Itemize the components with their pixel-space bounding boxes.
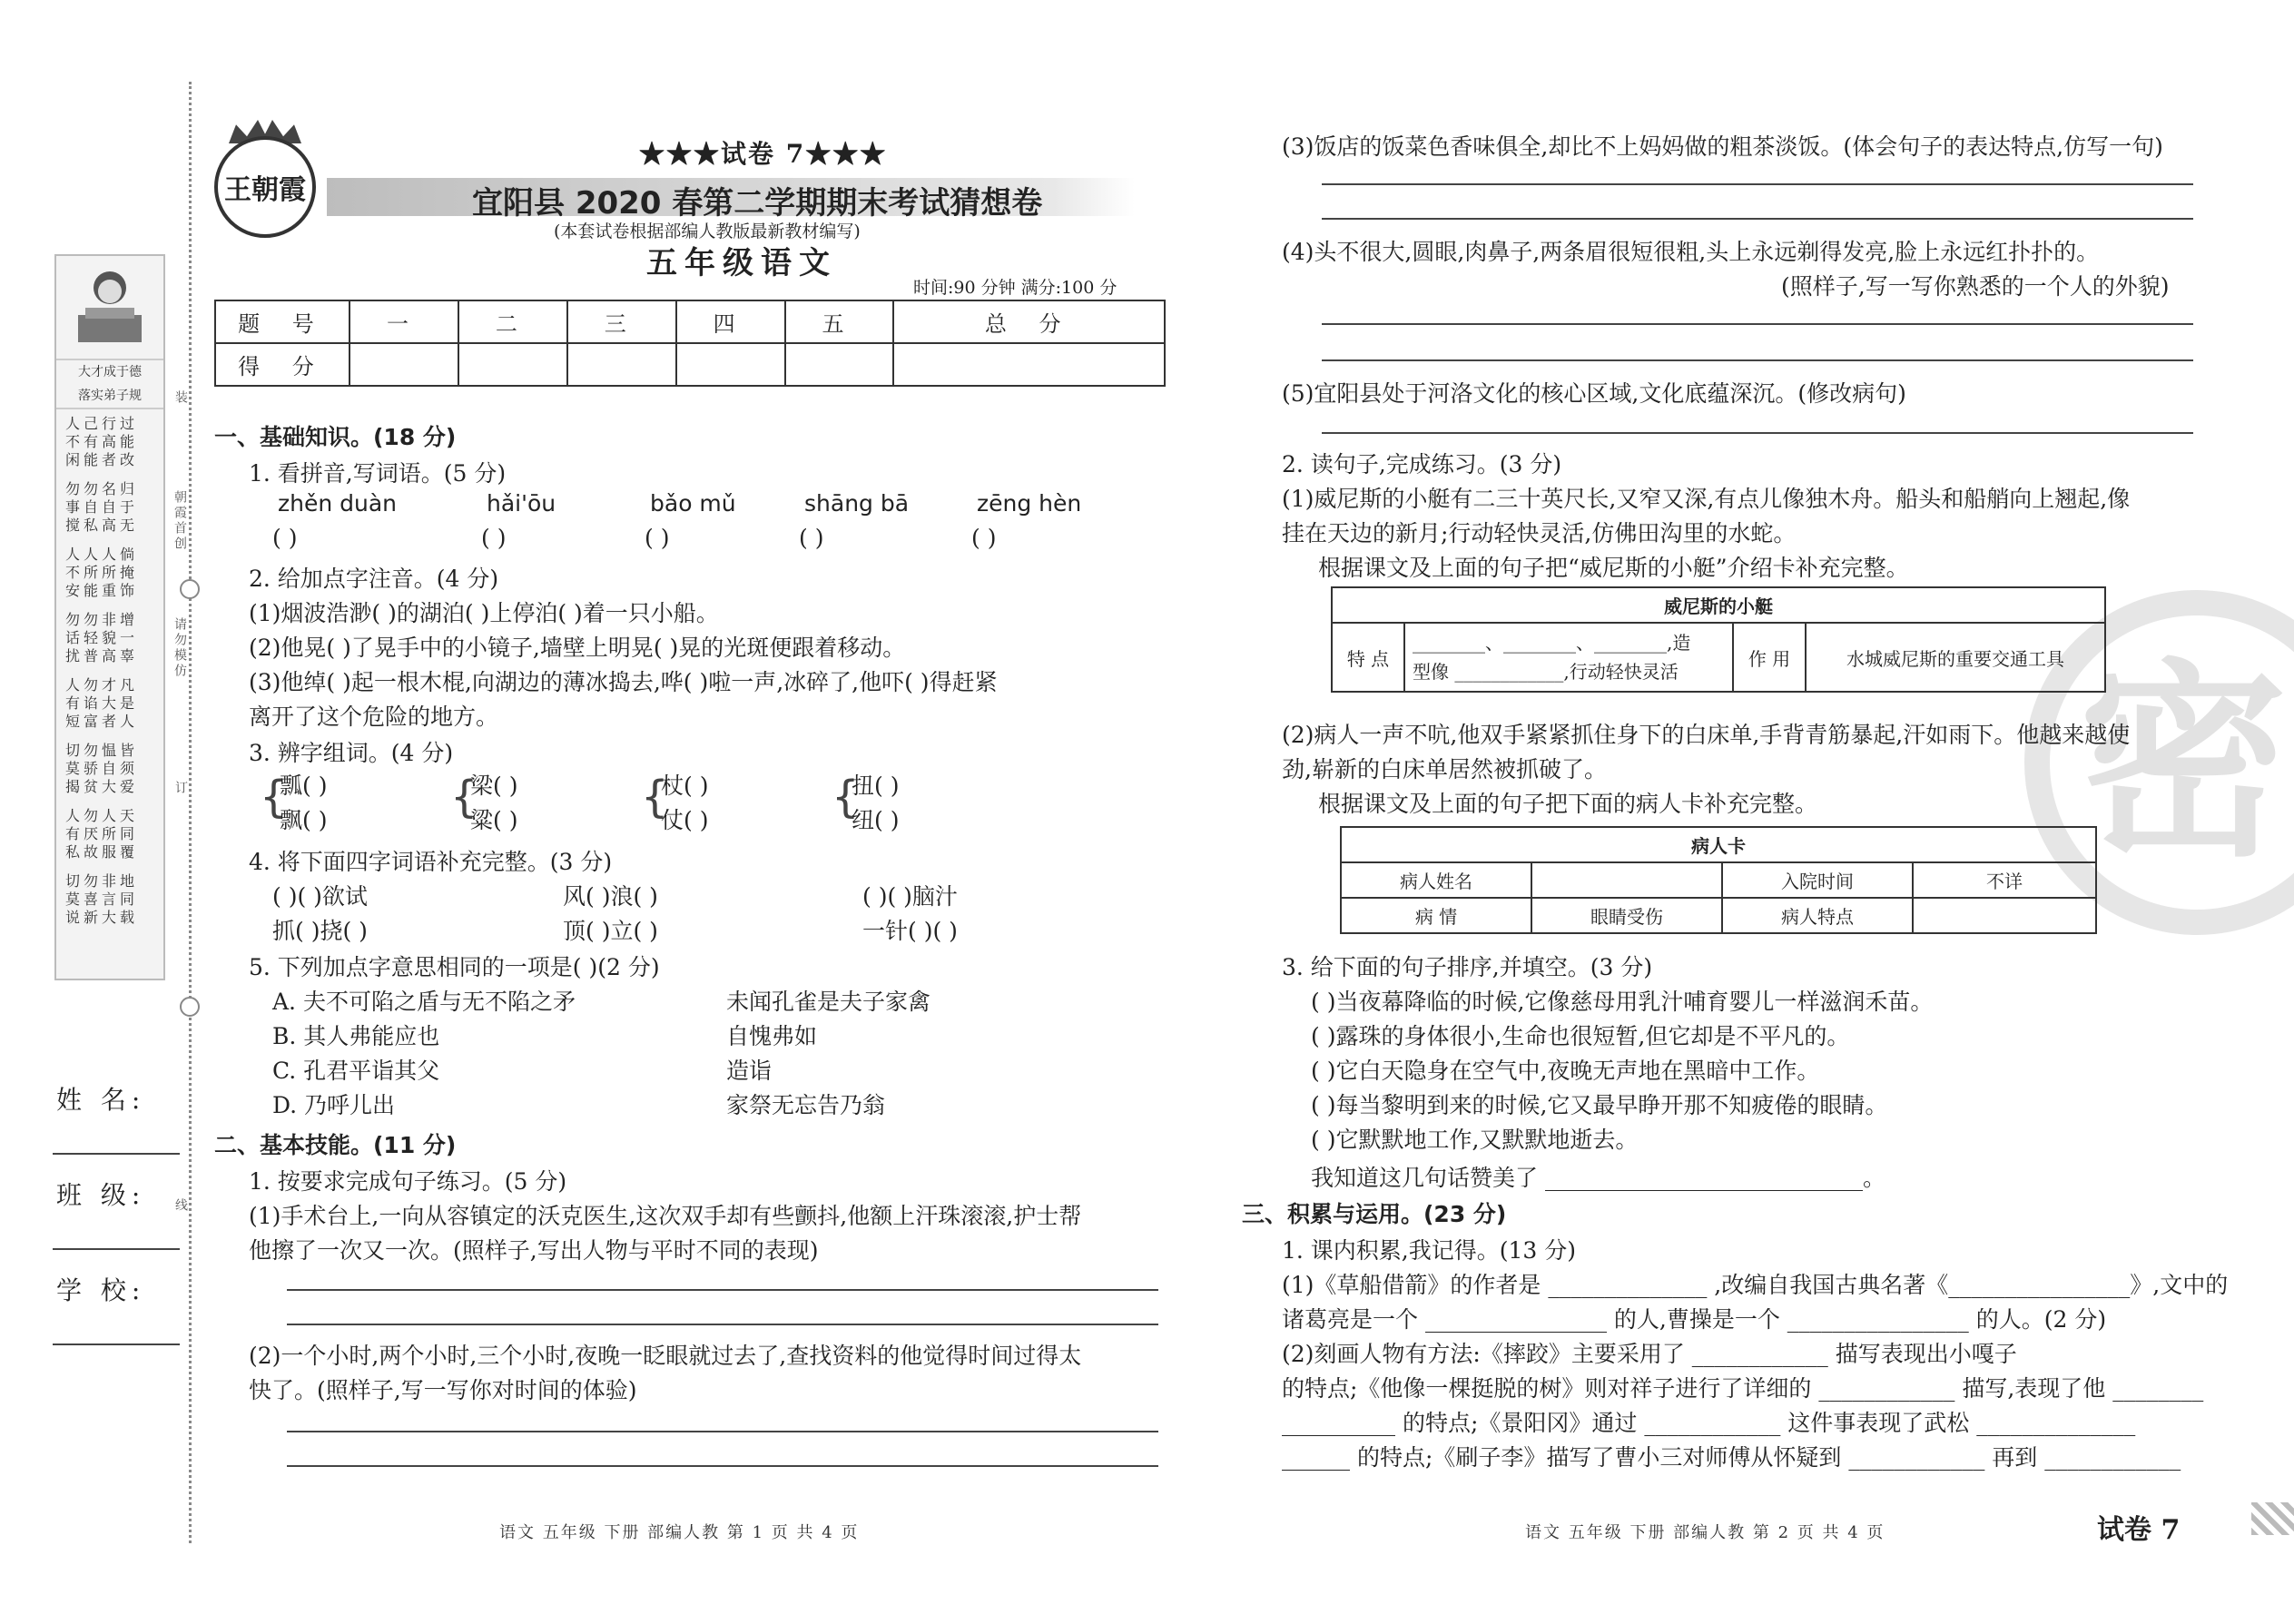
card-cell: 病 情 [1341,898,1531,933]
name-label: 姓 名: [56,1085,146,1115]
char-pair-item[interactable]: 瓢( ) [280,773,328,799]
answer-paren[interactable]: ( ) [971,525,997,551]
score-row-label: 得 分 [215,343,350,386]
option-compare: 未闻孔雀是夫子家禽 [726,989,931,1015]
answer-line[interactable] [287,1465,1158,1467]
question-2-1-4a: (4)头不很大,圆眼,肉鼻子,两条眉很短很粗,头上永远剃得发亮,脸上永远红扑扑的。 [1282,239,2100,265]
option-compare: 造诣 [726,1058,773,1084]
option-sentence: A. 夫不可陷之盾与无不陷之矛 [272,989,576,1015]
order-sentence[interactable]: ( )当夜幕降临的时候,它像慈母用乳汁哺育婴儿一样滋润禾苗。 [1311,989,1934,1015]
score-cell[interactable] [676,343,785,386]
fill-line-3: (2)刻画人物有方法:《摔跤》主要采用了 ____________ 描写表现出小嘎子 [1282,1341,2017,1367]
order-sentence[interactable]: ( )它白天隐身在空气中,夜晚无声地在黑暗中工作。 [1311,1058,1820,1084]
char-pair-item[interactable]: 梁( ) [470,773,518,799]
card-blank[interactable] [1531,862,1722,898]
char-pair-item[interactable]: 杖( ) [661,773,709,799]
side-maxim: 人人人倘 不所所掩 安能重饰 [65,546,139,600]
char-pair-item[interactable]: 纽( ) [852,807,900,833]
card-cell: 病人特点 [1722,898,1913,933]
side-maxim: 人勿才凡 有谄大是 短富者人 [65,676,139,731]
idiom-blank[interactable]: 抓( )挠( ) [272,918,368,944]
answer-paren-row [272,525,1089,557]
page-footer-left: 语文 五年级 下册 部编人教 第 1 页 共 4 页 [499,1523,860,1542]
question-1-2-2: (2)他晃( )了晃手中的小镜子,墙壁上明晃( )晃的光斑便跟着移动。 [249,635,906,661]
copy-warning-note: 请勿模仿 [172,617,187,679]
char-pair-item[interactable]: 仗( ) [661,807,709,833]
char-pair-item[interactable]: 扭( ) [852,773,900,799]
score-header-cell: 五 [785,300,894,343]
question-2-1-2b: 快了。(照样子,写一写你对时间的体验) [249,1377,637,1403]
pinyin-text: bǎo mǔ [650,490,736,517]
exam-subtitle: (本套试卷根据部编人教版最新教材编写) [554,221,861,241]
pinyin-text: hǎi'ōu [487,490,556,517]
side-maxim: 切勿非地 莫喜言同 说新大载 [65,872,139,927]
question-2-2-1c: 根据课文及上面的句子把“威尼斯的小艇”介绍卡补充完整。 [1318,555,1909,581]
card-label: 特 点 [1332,623,1404,692]
idiom-blank[interactable]: 风( )浪( ) [563,883,658,910]
idiom-blank[interactable]: ( )( )脑汁 [862,883,958,910]
answer-line[interactable] [287,1289,1158,1291]
patient-card [1340,826,2097,934]
order-sentence[interactable]: ( )露珠的身体很小,生命也很短暂,但它却是不平凡的。 [1311,1023,1850,1049]
question-2-2-2c: 根据课文及上面的句子把下面的病人卡补充完整。 [1318,791,1818,817]
option-compare: 家祭无忘告乃翁 [726,1092,886,1118]
subject-title: 五年级语文 [646,245,837,281]
score-header-cell: 总 分 [893,300,1165,343]
school-label: 学 校: [56,1275,146,1305]
question-2-1-5: (5)宜阳县处于河洛文化的核心区域,文化底蕴深沉。(修改病句) [1282,380,1906,407]
section-3-heading: 三、积累与运用。(23 分) [1242,1201,1507,1227]
brace-icon: { [832,772,860,822]
answer-paren[interactable]: ( ) [645,525,670,551]
question-1-4: 4. 将下面四字词语补充完整。(3 分) [249,849,613,875]
question-2-1-4b: (照样子,写一写你熟悉的一个人的外貌) [1781,273,2170,300]
answer-line[interactable] [1322,183,2193,185]
time-score-info: 时间:90 分钟 满分:100 分 [913,278,1117,298]
answer-paren[interactable]: ( ) [481,525,507,551]
side-banner [54,254,165,980]
idiom-blank[interactable]: ( )( )欲试 [272,883,368,910]
question-2-3: 3. 给下面的句子排序,并填空。(3 分) [1282,954,1653,980]
score-cell[interactable] [458,343,567,386]
score-cell[interactable] [785,343,894,386]
score-cell[interactable] [893,343,1165,386]
answer-line[interactable] [1322,359,2193,361]
question-1-2: 2. 给加点字注音。(4 分) [249,566,499,592]
watermark-glyph: 密 [2079,640,2289,885]
answer-paren[interactable]: ( ) [272,525,298,551]
brace-icon: { [450,772,478,822]
order-sentence[interactable]: ( )每当黎明到来的时候,它又最早睁开那不知疲倦的眼睛。 [1311,1092,1888,1118]
question-2-3-end: 我知道这几句话赞美了 ____________________________。 [1311,1165,1885,1191]
question-1-2-3: (3)他绰( )起一根木棍,向湖边的薄冰捣去,哗( )啦一声,冰碎了,他吓( )得赶紧 [249,669,998,695]
question-2-2-2a: (2)病人一声不吭,他双手紧紧抓住身下的白床单,手背青筋暴起,汗如雨下。他越来越使 [1282,722,2131,748]
char-pair-item[interactable]: 粱( ) [470,807,518,833]
idiom-row-1 [272,879,1089,911]
side-maxims [56,409,163,932]
question-1-3: 3. 辨字组词。(4 分) [249,740,454,766]
card-cell: 入院时间 [1722,862,1913,898]
page-tag: 试卷 7 [2097,1514,2181,1546]
question-1-2-1: (1)烟波浩渺( )的湖泊( )上停泊( )着一只小船。 [249,600,719,626]
brace-icon: { [641,772,669,822]
char-pair-item[interactable]: 飘( ) [280,807,328,833]
card-feature-blanks[interactable]: ________、________、________,造 型像 ____________,行动轻快灵活 [1404,623,1733,692]
card-title: 病人卡 [1341,827,2096,862]
card-cell: 病人姓名 [1341,862,1531,898]
question-2-2-2b: 劲,崭新的白床单居然被抓破了。 [1282,756,1607,782]
answer-line[interactable] [287,1324,1158,1325]
side-maxim: 人勿人天 有厌所同 私故服覆 [65,807,139,861]
score-header-cell: 四 [676,300,785,343]
punch-hole-icon [180,997,200,1017]
corner-pattern [2251,1502,2294,1535]
pinyin-text: zēng hèn [977,490,1082,517]
brand-logo: 王朝霞 [214,136,316,238]
option-sentence: D. 乃呼儿出 [272,1092,396,1118]
brace-icon: { [260,772,288,822]
name-field[interactable] [53,1153,180,1155]
question-2-1-1b: 他擦了一次又一次。(照样子,写出人物与平时不同的表现) [249,1237,819,1264]
question-2-2-1a: (1)威尼斯的小艇有二三十英尺长,又窄又深,有点儿像独木舟。船头和船艄向上翘起,像 [1282,486,2131,512]
side-maxim: 勿勿非增 话轻貌一 扰普高辜 [65,611,139,665]
answer-line[interactable] [1322,218,2193,220]
question-1-1: 1. 看拼音,写词语。(5 分) [249,460,507,487]
idiom-blank[interactable]: 一针( )( ) [862,918,958,944]
answer-line[interactable] [1322,432,2193,434]
answer-paren[interactable]: ( ) [799,525,824,551]
order-sentence[interactable]: ( )它默默地工作,又默默地逝去。 [1311,1127,1639,1153]
card-cell: 不详 [1913,862,2096,898]
question-2-2-1b: 挂在天边的新月;行动轻快灵活,仿佛田沟里的水蛇。 [1282,520,1797,546]
score-cell[interactable] [350,343,458,386]
score-header-cell: 二 [458,300,567,343]
card-label: 作 用 [1733,623,1806,692]
paper-tag: ★★★试卷 7★★★ [639,139,888,169]
sentence-order-list [1311,984,2219,1166]
side-maxim: 勿勿名归 事自自于 搅私高无 [65,480,139,535]
fill-line-4: 的特点;《他像一棵挺脱的树》则对祥子进行了详细的 ____________ 描写,表现了他 ________ [1282,1375,2204,1402]
fill-line-5: __________ 的特点;《景阳冈》通过 ____________ 这件事表现了武松 ______________ [1282,1410,2136,1436]
punch-hole-icon [180,579,200,599]
binding-mark-3: 线 [173,1198,188,1214]
fill-line-6: ______ 的特点;《刷子李》描写了曹小三对师傅从怀疑到 ____________ 再到 ____________ [1282,1444,2181,1471]
side-motto-2: 落实弟子规 [56,384,163,409]
question-2-1-3: (3)饭店的饭菜色香味俱全,却比不上妈妈做的粗茶淡饭。(体会句子的表达特点,仿写一句) [1282,133,2163,160]
question-2-1: 1. 按要求完成句子练习。(5 分) [249,1168,567,1195]
card-blank[interactable] [1913,898,2096,933]
page-footer-right: 语文 五年级 下册 部编人教 第 2 页 共 4 页 [1525,1523,1885,1542]
question-2-2: 2. 读句子,完成练习。(3 分) [1282,451,1562,477]
question-2-1-1a: (1)手术台上,一向从容镇定的沃克医生,这次双手却有些颤抖,他额上汗珠滚滚,护士帮 [249,1203,1082,1229]
score-header-cell: 三 [567,300,676,343]
question-1-5: 5. 下列加点字意思相同的一项是( )(2 分) [249,954,660,980]
score-header-label: 题 号 [215,300,350,343]
score-header-cell: 一 [350,300,458,343]
idiom-row-2 [272,913,1089,946]
class-label: 班 级: [56,1180,146,1210]
q5-options [272,984,1089,1129]
binding-cut-line [189,82,192,1543]
fill-line-1: (1)《草船借箭》的作者是 ______________ ,改编自我国古典名著《________________》,文中的 [1282,1272,2229,1298]
idiom-blank[interactable]: 顶( )立( ) [563,918,658,944]
venice-boat-card [1331,586,2106,693]
question-2-1-2a: (2)一个小时,两个小时,三个小时,夜晚一眨眼就过去了,查找资料的他觉得时间过得太 [249,1343,1082,1369]
section-1-heading: 一、基础知识。(18 分) [214,424,457,450]
side-maxim: 切勿愠皆 莫骄自须 揭贫大爱 [65,742,139,796]
exam-title: 宜阳县 2020 春第二学期期末考试猜想卷 [472,185,1043,221]
binding-mark-1: 装 [173,390,188,406]
card-title: 威尼斯的小艇 [1332,587,2105,623]
char-pair-grid [260,768,1089,841]
class-field[interactable] [53,1248,180,1250]
pinyin-row [272,490,1089,523]
question-1-2-3b: 离开了这个危险的地方。 [249,704,499,730]
answer-line[interactable] [287,1431,1158,1432]
answer-line[interactable] [1322,323,2193,325]
school-field[interactable] [53,1343,180,1345]
question-3-1: 1. 课内积累,我记得。(13 分) [1282,1237,1577,1264]
pinyin-text: zhěn duàn [278,490,398,517]
section-2-heading: 二、基本技能。(11 分) [214,1132,457,1158]
binding-mark-2: 订 [173,781,188,796]
card-function: 水城威尼斯的重要交通工具 [1806,623,2105,692]
score-table [214,300,1166,387]
option-sentence: C. 孔君平诣其父 [272,1058,440,1084]
fill-line-2: 诸葛亮是一个 ________________ 的人,曹操是一个 ________________ 的人。(2 分) [1282,1306,2107,1333]
option-sentence: B. 其人弗能应也 [272,1023,440,1049]
pinyin-text: shāng bā [804,490,910,517]
side-maxim: 人己行过 不有高能 闲能者改 [65,415,139,469]
scholar-figure-icon [56,256,163,360]
score-cell[interactable] [567,343,676,386]
brand-vertical-note: 朝霞首创 [172,490,187,552]
option-compare: 自愧弗如 [726,1023,818,1049]
side-motto-1: 大才成于德 [78,365,142,379]
card-cell: 眼睛受伤 [1531,898,1722,933]
